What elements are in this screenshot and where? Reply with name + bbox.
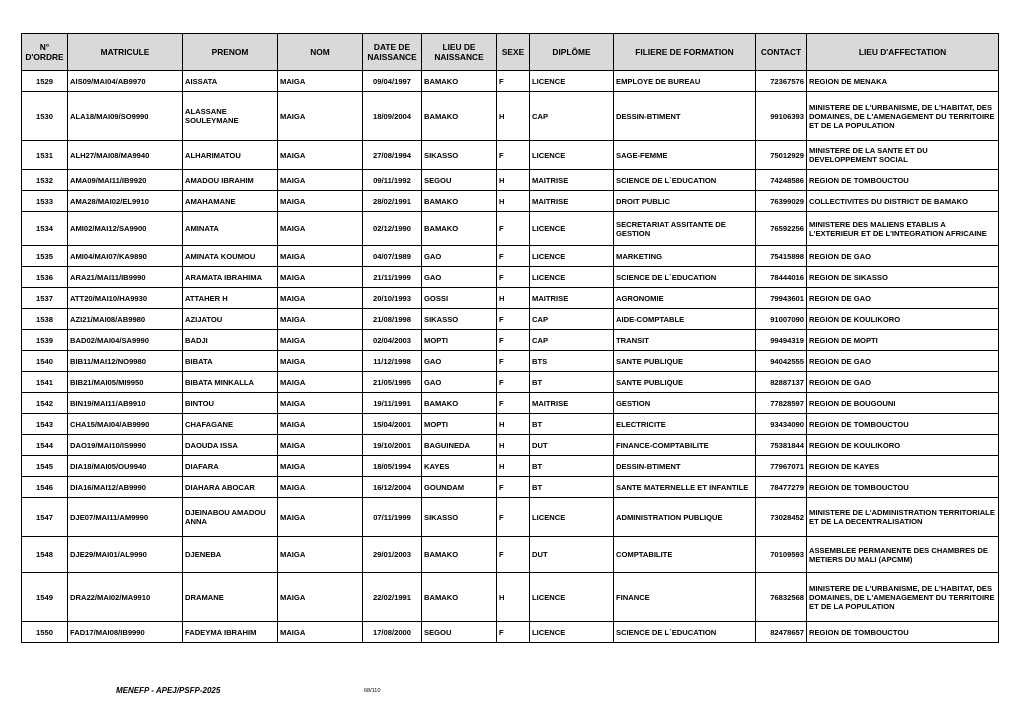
cell-sexe: F — [497, 212, 530, 246]
cell-diplome: LICENCE — [530, 212, 614, 246]
table-row — [22, 309, 999, 330]
cell-matricule: AZI21/MAI08/AB9980 — [68, 309, 183, 330]
cell-filiere: DROIT PUBLIC — [614, 191, 756, 212]
cell-nom: MAIGA — [278, 414, 363, 435]
cell-filiere: GESTION — [614, 393, 756, 414]
cell-ordre: 1541 — [22, 372, 68, 393]
cell-contact: 77828597 — [756, 393, 807, 414]
cell-matricule: ALA18/MAI09/SO9990 — [68, 92, 183, 141]
cell-sexe: H — [497, 414, 530, 435]
cell-date-naissance: 21/11/1999 — [363, 267, 422, 288]
cell-filiere: ELECTRICITE — [614, 414, 756, 435]
cell-date-naissance: 22/02/1991 — [363, 573, 422, 622]
cell-ordre: 1544 — [22, 435, 68, 456]
cell-sexe: F — [497, 477, 530, 498]
cell-date-naissance: 09/04/1997 — [363, 71, 422, 92]
cell-filiere: SANTE PUBLIQUE — [614, 351, 756, 372]
cell-prenom: ALHARIMATOU — [183, 141, 278, 170]
table-row — [22, 246, 999, 267]
footer-reference: MENEFP - APEJ/PSFP-2025 — [116, 686, 221, 695]
cell-affectation: MINISTERE DE LA SANTE ET DU DEVELOPPEMENT SOCIAL — [807, 141, 999, 170]
cell-diplome: LICENCE — [530, 141, 614, 170]
cell-nom: MAIGA — [278, 351, 363, 372]
cell-sexe: F — [497, 246, 530, 267]
cell-diplome: LICENCE — [530, 267, 614, 288]
cell-matricule: AMI02/MAI12/SA9900 — [68, 212, 183, 246]
table-row — [22, 288, 999, 309]
cell-affectation: MINISTERE DE L'ADMINISTRATION TERRITORIALE ET DE LA DECENTRALISATION — [807, 498, 999, 537]
cell-matricule: BAD02/MAI04/SA9990 — [68, 330, 183, 351]
cell-matricule: ALH27/MAI08/MA9940 — [68, 141, 183, 170]
cell-contact: 79943601 — [756, 288, 807, 309]
cell-lieu-naissance: SIKASSO — [422, 498, 497, 537]
cell-date-naissance: 21/05/1995 — [363, 372, 422, 393]
cell-lieu-naissance: BAMAKO — [422, 71, 497, 92]
cell-affectation: MINISTERE DE L'URBANISME, DE L'HABITAT, DES DOMAINES, DE L'AMENAGEMENT DU TERRITOIRE ET DE LA POPULATION — [807, 92, 999, 141]
header-sexe: SEXE — [497, 34, 530, 71]
cell-lieu-naissance: MOPTI — [422, 414, 497, 435]
cell-ordre: 1546 — [22, 477, 68, 498]
header-affectation: LIEU D'AFFECTATION — [807, 34, 999, 71]
table-row — [22, 267, 999, 288]
cell-date-naissance: 07/11/1999 — [363, 498, 422, 537]
cell-matricule: DAO19/MAI10/IS9990 — [68, 435, 183, 456]
cell-sexe: F — [497, 372, 530, 393]
cell-date-naissance: 17/08/2000 — [363, 622, 422, 643]
cell-nom: MAIGA — [278, 141, 363, 170]
cell-ordre: 1538 — [22, 309, 68, 330]
cell-affectation: REGION DE GAO — [807, 246, 999, 267]
cell-affectation: REGION DE MENAKA — [807, 71, 999, 92]
cell-contact: 77967071 — [756, 456, 807, 477]
cell-matricule: ATT20/MAI10/HA9930 — [68, 288, 183, 309]
cell-date-naissance: 28/02/1991 — [363, 191, 422, 212]
cell-date-naissance: 29/01/2003 — [363, 537, 422, 573]
cell-filiere: MARKETING — [614, 246, 756, 267]
table-row — [22, 498, 999, 537]
table-row — [22, 393, 999, 414]
cell-prenom: AMADOU IBRAHIM — [183, 170, 278, 191]
cell-contact: 75415898 — [756, 246, 807, 267]
cell-nom: MAIGA — [278, 498, 363, 537]
cell-sexe: F — [497, 141, 530, 170]
cell-ordre: 1542 — [22, 393, 68, 414]
cell-lieu-naissance: SEGOU — [422, 170, 497, 191]
table-body — [22, 71, 999, 643]
header-ordre: N° D'ORDRE — [22, 34, 68, 71]
cell-affectation: REGION DE KAYES — [807, 456, 999, 477]
cell-date-naissance: 21/08/1998 — [363, 309, 422, 330]
cell-contact: 93434090 — [756, 414, 807, 435]
table-row — [22, 351, 999, 372]
cell-affectation: REGION DE MOPTI — [807, 330, 999, 351]
cell-lieu-naissance: MOPTI — [422, 330, 497, 351]
cell-affectation: MINISTERE DE L'URBANISME, DE L'HABITAT, DES DOMAINES, DE L'AMENAGEMENT DU TERRITOIRE ET DE LA POPULATION — [807, 573, 999, 622]
table-row — [22, 622, 999, 643]
cell-matricule: BIB11/MAI12/NO9980 — [68, 351, 183, 372]
cell-sexe: F — [497, 309, 530, 330]
cell-lieu-naissance: SIKASSO — [422, 309, 497, 330]
cell-prenom: BADJI — [183, 330, 278, 351]
cell-filiere: SANTE MATERNELLE ET INFANTILE — [614, 477, 756, 498]
cell-diplome: LICENCE — [530, 71, 614, 92]
cell-nom: MAIGA — [278, 267, 363, 288]
cell-contact: 82478657 — [756, 622, 807, 643]
cell-affectation: COLLECTIVITES DU DISTRICT DE BAMAKO — [807, 191, 999, 212]
cell-sexe: F — [497, 498, 530, 537]
cell-ordre: 1539 — [22, 330, 68, 351]
cell-nom: MAIGA — [278, 435, 363, 456]
cell-ordre: 1534 — [22, 212, 68, 246]
cell-prenom: BIBATA — [183, 351, 278, 372]
cell-lieu-naissance: GAO — [422, 267, 497, 288]
cell-contact: 76399029 — [756, 191, 807, 212]
cell-prenom: DIAHARA ABOCAR — [183, 477, 278, 498]
cell-prenom: ARAMATA IBRAHIMA — [183, 267, 278, 288]
cell-sexe: H — [497, 573, 530, 622]
header-prenom: PRENOM — [183, 34, 278, 71]
cell-prenom: DRAMANE — [183, 573, 278, 622]
cell-filiere: AIDE-COMPTABLE — [614, 309, 756, 330]
cell-matricule: AMA09/MAI11/IB9920 — [68, 170, 183, 191]
cell-ordre: 1532 — [22, 170, 68, 191]
cell-date-naissance: 16/12/2004 — [363, 477, 422, 498]
cell-diplome: CAP — [530, 92, 614, 141]
cell-diplome: BTS — [530, 351, 614, 372]
cell-lieu-naissance: SIKASSO — [422, 141, 497, 170]
cell-lieu-naissance: BAMAKO — [422, 92, 497, 141]
cell-ordre: 1530 — [22, 92, 68, 141]
cell-filiere: SCIENCE DE L`EDUCATION — [614, 267, 756, 288]
cell-diplome: DUT — [530, 537, 614, 573]
cell-sexe: F — [497, 330, 530, 351]
cell-contact: 82887137 — [756, 372, 807, 393]
cell-date-naissance: 02/04/2003 — [363, 330, 422, 351]
cell-diplome: LICENCE — [530, 573, 614, 622]
cell-prenom: AMAHAMANE — [183, 191, 278, 212]
cell-matricule: ARA21/MAI11/IB9990 — [68, 267, 183, 288]
cell-contact: 99106393 — [756, 92, 807, 141]
table-row — [22, 537, 999, 573]
cell-diplome: BT — [530, 456, 614, 477]
cell-ordre: 1548 — [22, 537, 68, 573]
header-contact: CONTACT — [756, 34, 807, 71]
cell-diplome: LICENCE — [530, 622, 614, 643]
cell-sexe: F — [497, 393, 530, 414]
cell-affectation: REGION DE BOUGOUNI — [807, 393, 999, 414]
cell-sexe: F — [497, 537, 530, 573]
cell-affectation: REGION DE KOULIKORO — [807, 309, 999, 330]
cell-sexe: F — [497, 71, 530, 92]
cell-diplome: MAITRISE — [530, 191, 614, 212]
cell-sexe: F — [497, 622, 530, 643]
header-diplome: DIPLÔME — [530, 34, 614, 71]
cell-contact: 76592256 — [756, 212, 807, 246]
cell-matricule: DIA16/MAI12/AB9990 — [68, 477, 183, 498]
cell-sexe: H — [497, 191, 530, 212]
header-lieu-naissance: LIEU DE NAISSANCE — [422, 34, 497, 71]
table-row — [22, 573, 999, 622]
cell-diplome: BT — [530, 477, 614, 498]
cell-prenom: AISSATA — [183, 71, 278, 92]
cell-contact: 99494319 — [756, 330, 807, 351]
cell-date-naissance: 19/11/1991 — [363, 393, 422, 414]
cell-contact: 78444016 — [756, 267, 807, 288]
cell-date-naissance: 18/09/2004 — [363, 92, 422, 141]
cell-date-naissance: 20/10/1993 — [363, 288, 422, 309]
cell-affectation: REGION DE KOULIKORO — [807, 435, 999, 456]
cell-nom: MAIGA — [278, 191, 363, 212]
table-row — [22, 141, 999, 170]
cell-matricule: DJE07/MAI11/AM9990 — [68, 498, 183, 537]
cell-prenom: DIAFARA — [183, 456, 278, 477]
cell-ordre: 1549 — [22, 573, 68, 622]
cell-lieu-naissance: BAMAKO — [422, 191, 497, 212]
cell-contact: 75012929 — [756, 141, 807, 170]
cell-ordre: 1547 — [22, 498, 68, 537]
cell-lieu-naissance: BAMAKO — [422, 537, 497, 573]
cell-filiere: SANTE PUBLIQUE — [614, 372, 756, 393]
assignment-table — [21, 33, 999, 643]
cell-lieu-naissance: BAMAKO — [422, 212, 497, 246]
cell-contact: 70109593 — [756, 537, 807, 573]
cell-nom: MAIGA — [278, 288, 363, 309]
table-row — [22, 372, 999, 393]
cell-lieu-naissance: BAMAKO — [422, 393, 497, 414]
cell-matricule: DRA22/MAI02/MA9910 — [68, 573, 183, 622]
cell-matricule: CHA15/MAI04/AB9990 — [68, 414, 183, 435]
page-number: 68/110 — [364, 688, 381, 694]
cell-filiere: TRANSIT — [614, 330, 756, 351]
cell-nom: MAIGA — [278, 330, 363, 351]
cell-filiere: COMPTABILITE — [614, 537, 756, 573]
cell-contact: 74248586 — [756, 170, 807, 191]
cell-filiere: FINANCE — [614, 573, 756, 622]
cell-filiere: ADMINISTRATION PUBLIQUE — [614, 498, 756, 537]
cell-ordre: 1529 — [22, 71, 68, 92]
cell-affectation: REGION DE SIKASSO — [807, 267, 999, 288]
cell-prenom: DJEINABOU AMADOU ANNA — [183, 498, 278, 537]
cell-ordre: 1540 — [22, 351, 68, 372]
cell-prenom: AMINATA — [183, 212, 278, 246]
cell-contact: 75381844 — [756, 435, 807, 456]
cell-prenom: DAOUDA ISSA — [183, 435, 278, 456]
cell-lieu-naissance: GOSSI — [422, 288, 497, 309]
table-row — [22, 212, 999, 246]
cell-prenom: DJENEBA — [183, 537, 278, 573]
cell-lieu-naissance: BAGUINEDA — [422, 435, 497, 456]
cell-ordre: 1535 — [22, 246, 68, 267]
cell-diplome: BT — [530, 372, 614, 393]
cell-affectation: REGION DE GAO — [807, 351, 999, 372]
cell-prenom: ALASSANE SOULEYMANE — [183, 92, 278, 141]
cell-diplome: DUT — [530, 435, 614, 456]
cell-matricule: AMA28/MAI02/EL9910 — [68, 191, 183, 212]
cell-filiere: SCIENCE DE L`EDUCATION — [614, 170, 756, 191]
cell-affectation: REGION DE TOMBOUCTOU — [807, 170, 999, 191]
cell-prenom: CHAFAGANE — [183, 414, 278, 435]
table-header-row — [22, 34, 999, 71]
cell-filiere: DESSIN-BTIMENT — [614, 92, 756, 141]
cell-matricule: FAD17/MAI08/IB9990 — [68, 622, 183, 643]
cell-date-naissance: 11/12/1998 — [363, 351, 422, 372]
cell-matricule: DIA18/MAI05/OU9940 — [68, 456, 183, 477]
cell-filiere: SECRETARIAT ASSITANTE DE GESTION — [614, 212, 756, 246]
cell-nom: MAIGA — [278, 309, 363, 330]
table-row — [22, 191, 999, 212]
cell-filiere: SAGE-FEMME — [614, 141, 756, 170]
cell-affectation: REGION DE TOMBOUCTOU — [807, 622, 999, 643]
cell-diplome: LICENCE — [530, 246, 614, 267]
table-row — [22, 477, 999, 498]
cell-nom: MAIGA — [278, 573, 363, 622]
cell-matricule: BIB21/MAI05/MI9950 — [68, 372, 183, 393]
header-nom: NOM — [278, 34, 363, 71]
cell-ordre: 1536 — [22, 267, 68, 288]
cell-diplome: CAP — [530, 330, 614, 351]
cell-nom: MAIGA — [278, 71, 363, 92]
cell-contact: 72367576 — [756, 71, 807, 92]
cell-ordre: 1531 — [22, 141, 68, 170]
cell-sexe: F — [497, 351, 530, 372]
cell-contact: 73028452 — [756, 498, 807, 537]
cell-contact: 94042555 — [756, 351, 807, 372]
cell-lieu-naissance: BAMAKO — [422, 573, 497, 622]
cell-lieu-naissance: GAO — [422, 351, 497, 372]
header-date-naissance: DATE DE NAISSANCE — [363, 34, 422, 71]
cell-filiere: EMPLOYE DE BUREAU — [614, 71, 756, 92]
cell-contact: 91007090 — [756, 309, 807, 330]
cell-matricule: AIS09/MAI04/AB9970 — [68, 71, 183, 92]
cell-nom: MAIGA — [278, 456, 363, 477]
cell-lieu-naissance: KAYES — [422, 456, 497, 477]
cell-nom: MAIGA — [278, 170, 363, 191]
cell-nom: MAIGA — [278, 212, 363, 246]
cell-prenom: AMINATA KOUMOU — [183, 246, 278, 267]
cell-affectation: REGION DE GAO — [807, 288, 999, 309]
cell-affectation: REGION DE TOMBOUCTOU — [807, 414, 999, 435]
cell-ordre: 1545 — [22, 456, 68, 477]
cell-prenom: AZIJATOU — [183, 309, 278, 330]
cell-matricule: BIN19/MAI11/AB9910 — [68, 393, 183, 414]
cell-affectation: REGION DE GAO — [807, 372, 999, 393]
table-row — [22, 456, 999, 477]
cell-ordre: 1543 — [22, 414, 68, 435]
cell-sexe: H — [497, 92, 530, 141]
cell-nom: MAIGA — [278, 477, 363, 498]
cell-nom: MAIGA — [278, 537, 363, 573]
cell-lieu-naissance: SEGOU — [422, 622, 497, 643]
table-row — [22, 414, 999, 435]
cell-ordre: 1537 — [22, 288, 68, 309]
cell-diplome: MAITRISE — [530, 393, 614, 414]
cell-date-naissance: 19/10/2001 — [363, 435, 422, 456]
cell-nom: MAIGA — [278, 622, 363, 643]
cell-prenom: BIBATA MINKALLA — [183, 372, 278, 393]
cell-lieu-naissance: GOUNDAM — [422, 477, 497, 498]
table-row — [22, 435, 999, 456]
cell-ordre: 1533 — [22, 191, 68, 212]
cell-matricule: AMI04/MAI07/KA9890 — [68, 246, 183, 267]
cell-diplome: MAITRISE — [530, 170, 614, 191]
cell-filiere: AGRONOMIE — [614, 288, 756, 309]
cell-ordre: 1550 — [22, 622, 68, 643]
cell-contact: 76832568 — [756, 573, 807, 622]
cell-prenom: BINTOU — [183, 393, 278, 414]
cell-date-naissance: 09/11/1992 — [363, 170, 422, 191]
header-filiere: FILIERE DE FORMATION — [614, 34, 756, 71]
cell-filiere: SCIENCE DE L`EDUCATION — [614, 622, 756, 643]
cell-affectation: REGION DE TOMBOUCTOU — [807, 477, 999, 498]
cell-nom: MAIGA — [278, 393, 363, 414]
cell-sexe: H — [497, 435, 530, 456]
cell-diplome: MAITRISE — [530, 288, 614, 309]
cell-matricule: DJE29/MAI01/AL9990 — [68, 537, 183, 573]
cell-affectation: MINISTERE DES MALIENS ETABLIS A L'EXTERIEUR ET DE L'INTEGRATION AFRICAINE — [807, 212, 999, 246]
cell-nom: MAIGA — [278, 246, 363, 267]
cell-lieu-naissance: GAO — [422, 372, 497, 393]
cell-date-naissance: 02/12/1990 — [363, 212, 422, 246]
cell-diplome: CAP — [530, 309, 614, 330]
cell-date-naissance: 15/04/2001 — [363, 414, 422, 435]
table-row — [22, 170, 999, 191]
cell-diplome: BT — [530, 414, 614, 435]
cell-contact: 78477279 — [756, 477, 807, 498]
table-row — [22, 92, 999, 141]
cell-date-naissance: 18/05/1994 — [363, 456, 422, 477]
cell-filiere: FINANCE-COMPTABILITE — [614, 435, 756, 456]
cell-filiere: DESSIN-BTIMENT — [614, 456, 756, 477]
cell-date-naissance: 04/07/1989 — [363, 246, 422, 267]
cell-prenom: ATTAHER H — [183, 288, 278, 309]
cell-lieu-naissance: GAO — [422, 246, 497, 267]
cell-date-naissance: 27/08/1994 — [363, 141, 422, 170]
table-row — [22, 330, 999, 351]
cell-sexe: H — [497, 456, 530, 477]
table-row — [22, 71, 999, 92]
header-matricule: MATRICULE — [68, 34, 183, 71]
cell-nom: MAIGA — [278, 372, 363, 393]
cell-nom: MAIGA — [278, 92, 363, 141]
cell-prenom: FADEYMA IBRAHIM — [183, 622, 278, 643]
cell-diplome: LICENCE — [530, 498, 614, 537]
cell-sexe: H — [497, 288, 530, 309]
cell-sexe: H — [497, 170, 530, 191]
cell-sexe: F — [497, 267, 530, 288]
cell-affectation: ASSEMBLEE PERMANENTE DES CHAMBRES DE METIERS DU MALI (APCMM) — [807, 537, 999, 573]
